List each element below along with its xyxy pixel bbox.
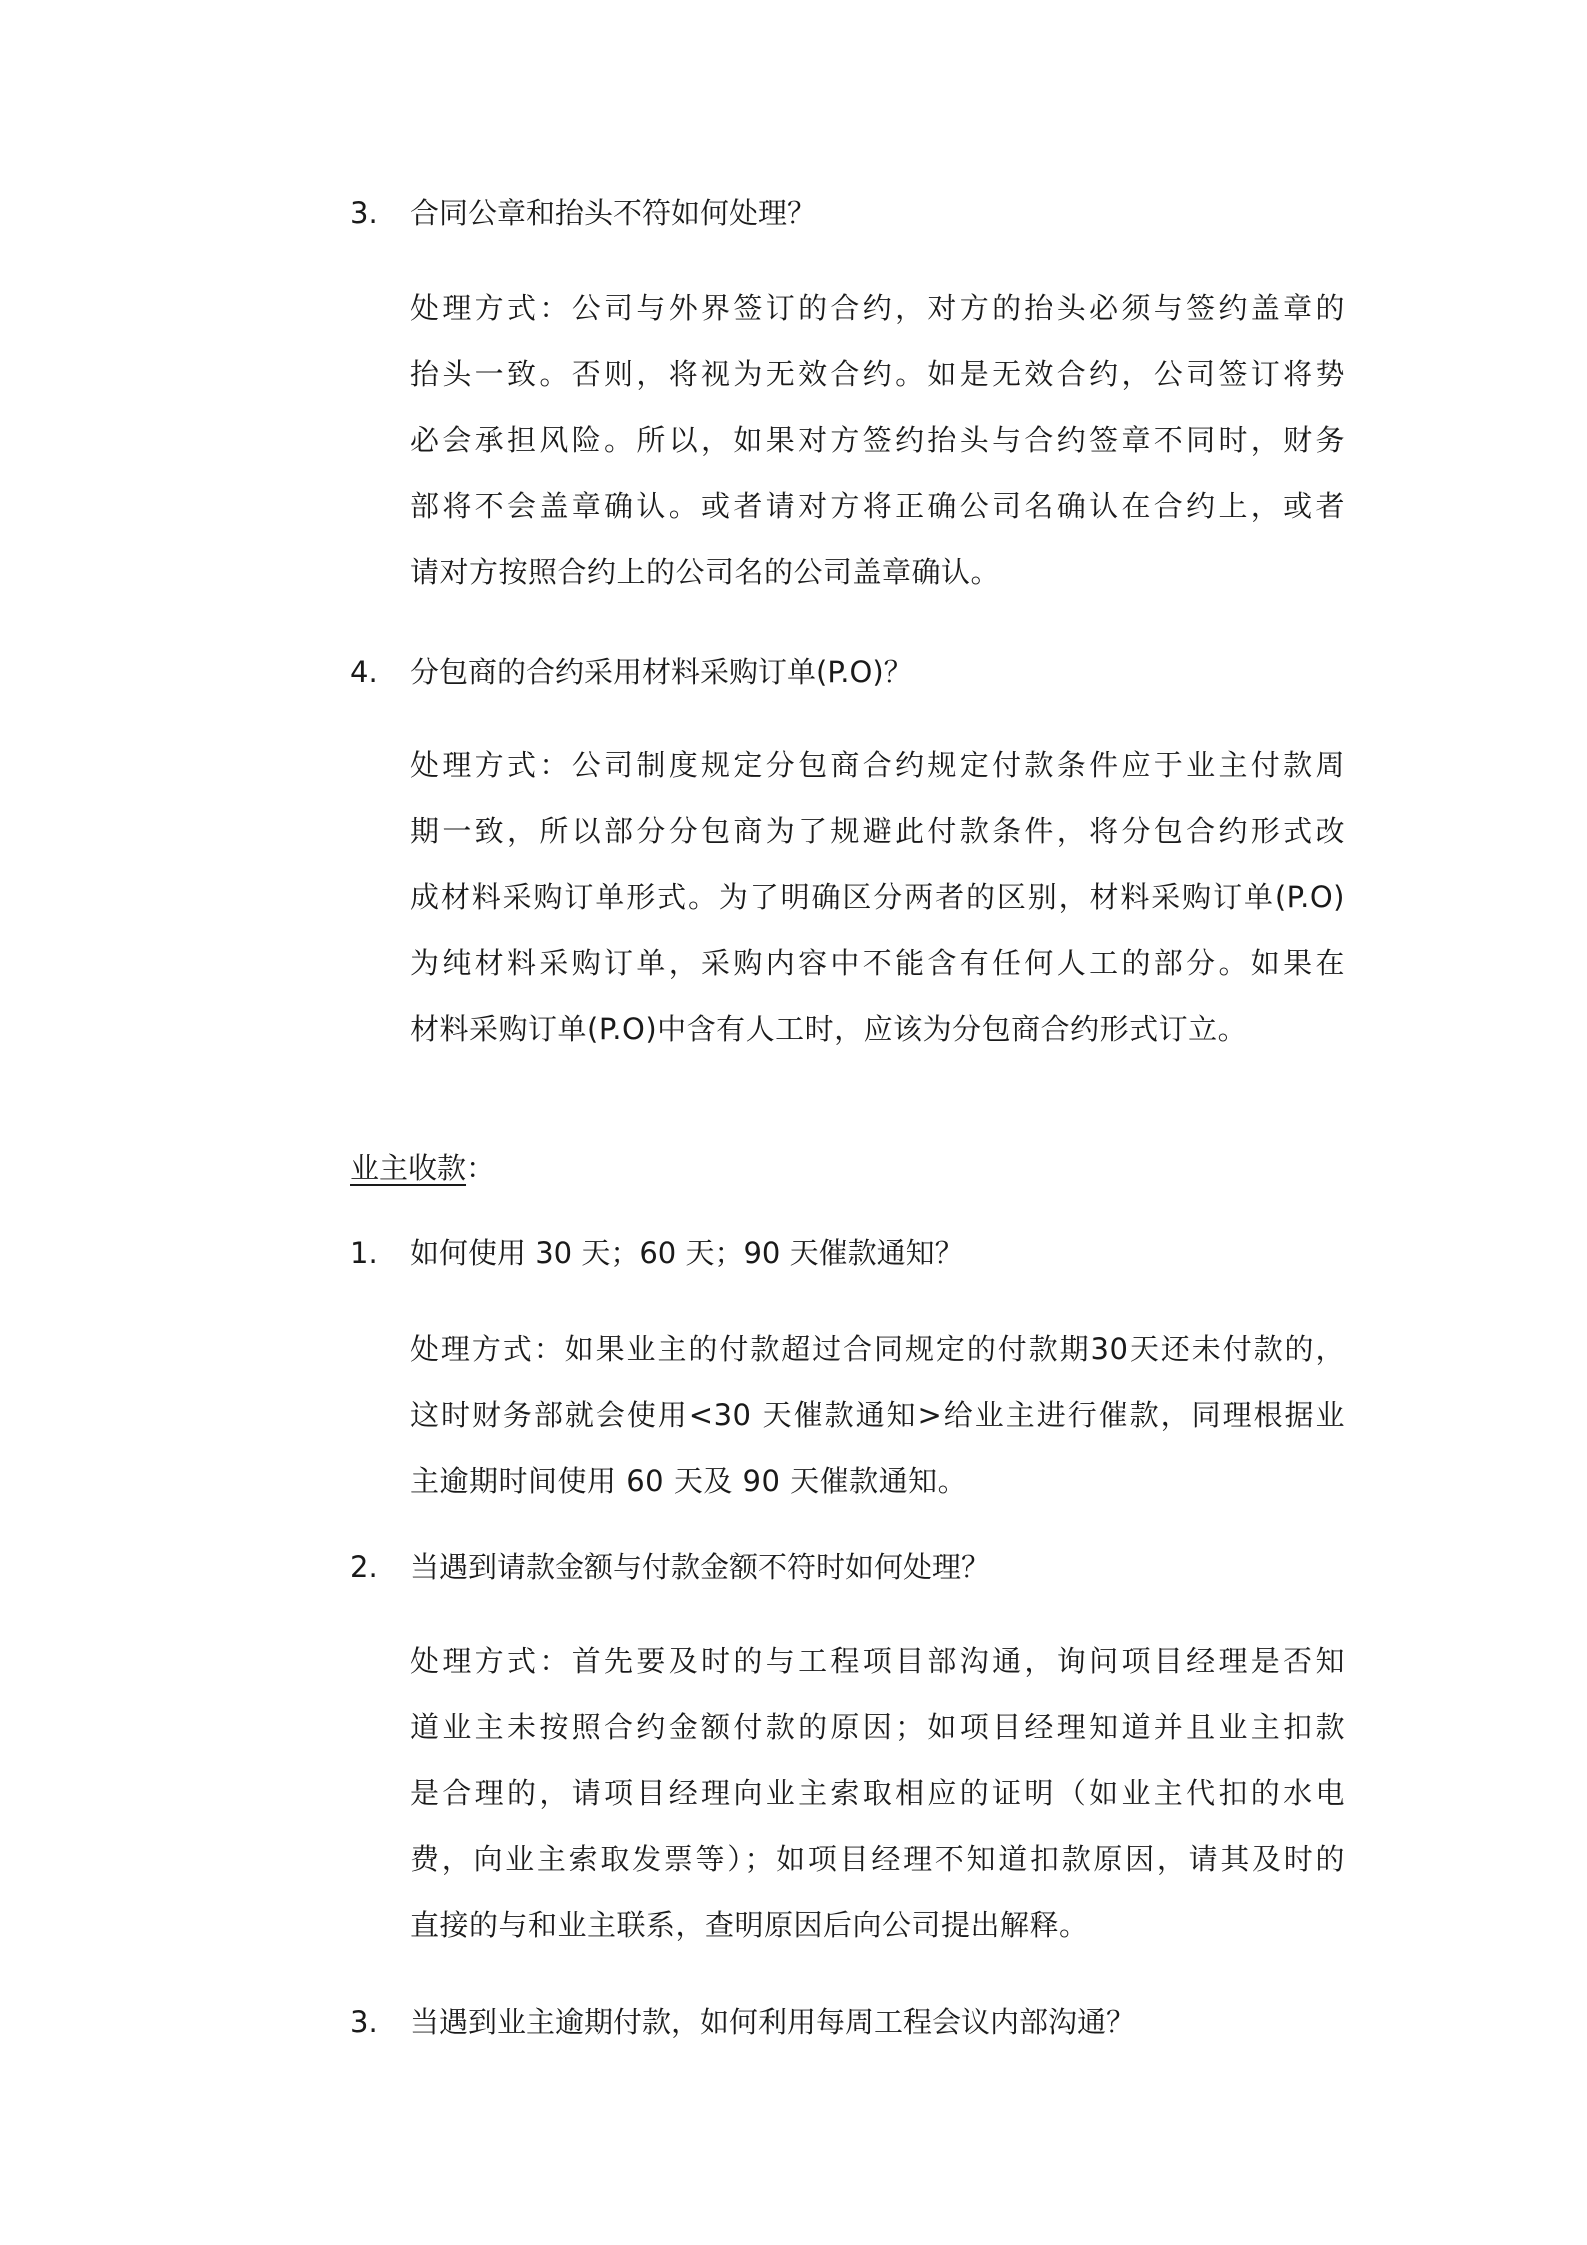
question-number: 2. <box>350 1550 378 1584</box>
question-number: 3. <box>350 2005 378 2039</box>
question-4-subcontract-po <box>350 652 913 692</box>
question-title: 合同公章和抬头不符如何处理？ <box>410 196 817 230</box>
answer-3-contract-seal <box>410 275 1345 605</box>
question-2-amount-mismatch <box>350 1547 990 1587</box>
question-number: 4. <box>350 655 378 689</box>
paragraph-line: 费，向业主索取发票等）；如项目经理不知道扣款原因，请其及时的 <box>410 1842 1345 1876</box>
paragraph-line: 为纯材料采购订单，采购内容中不能含有任何人工的部分。如果在 <box>410 946 1345 980</box>
question-number: 3. <box>350 196 378 230</box>
answer-2-amount-mismatch <box>410 1628 1345 1958</box>
answer-4-subcontract-po <box>410 732 1345 1062</box>
paragraph-line: 期一致，所以部分分包商为了规避此付款条件，将分包合约形式改 <box>410 814 1345 848</box>
paragraph-line: 道业主未按照合约金额付款的原因；如项目经理知道并且业主扣款 <box>410 1710 1345 1744</box>
paragraph-line: 处理方式：如果业主的付款超过合同规定的付款期30天还未付款的， <box>410 1332 1345 1366</box>
paragraph-line: 材料采购订单(P.O)中含有人工时，应该为分包商合约形式订立。 <box>410 1012 1248 1046</box>
paragraph-line: 请对方按照合约上的公司名的公司盖章确认。 <box>410 555 1001 589</box>
section-heading-text: 业主收款 <box>350 1151 467 1185</box>
paragraph-line: 这时财务部就会使用<30 天催款通知>给业主进行催款，同理根据业 <box>410 1398 1345 1432</box>
question-1-overdue-notices <box>350 1233 964 1273</box>
paragraph-line: 处理方式：公司与外界签订的合约，对方的抬头必须与签约盖章的 <box>410 291 1345 325</box>
paragraph-line: 部将不会盖章确认。或者请对方将正确公司名确认在合约上，或者 <box>410 489 1345 523</box>
question-title: 当遇到请款金额与付款金额不符时如何处理？ <box>410 1550 991 1584</box>
question-3-overdue-meeting <box>350 2002 1135 2042</box>
paragraph-line: 直接的与和业主联系，查明原因后向公司提出解释。 <box>410 1908 1089 1942</box>
paragraph-line: 主逾期时间使用 60 天及 90 天催款通知。 <box>410 1464 968 1498</box>
paragraph-line: 处理方式：首先要及时的与工程项目部沟通，询问项目经理是否知 <box>410 1644 1345 1678</box>
paragraph-line: 抬头一致。否则，将视为无效合约。如是无效合约，公司签订将势 <box>410 357 1345 391</box>
paragraph-line: 成材料采购订单形式。为了明确区分两者的区别，材料采购订单(P.O) <box>410 880 1345 914</box>
question-title: 分包商的合约采用材料采购订单(P.O)？ <box>410 655 913 689</box>
answer-1-overdue-notices <box>410 1316 1345 1514</box>
question-title: 当遇到业主逾期付款，如何利用每周工程会议内部沟通？ <box>410 2005 1136 2039</box>
section-heading-colon: ： <box>466 1151 496 1185</box>
section-heading-receivables <box>350 1148 495 1188</box>
question-3-contract-seal <box>350 193 816 233</box>
paragraph-line: 是合理的，请项目经理向业主索取相应的证明（如业主代扣的水电 <box>410 1776 1345 1810</box>
paragraph-line: 必会承担风险。所以，如果对方签约抬头与合约签章不同时，财务 <box>410 423 1345 457</box>
question-title: 如何使用 30 天；60 天；90 天催款通知？ <box>410 1236 964 1270</box>
question-number: 1. <box>350 1236 378 1270</box>
paragraph-line: 处理方式：公司制度规定分包商合约规定付款条件应于业主付款周 <box>410 748 1345 782</box>
